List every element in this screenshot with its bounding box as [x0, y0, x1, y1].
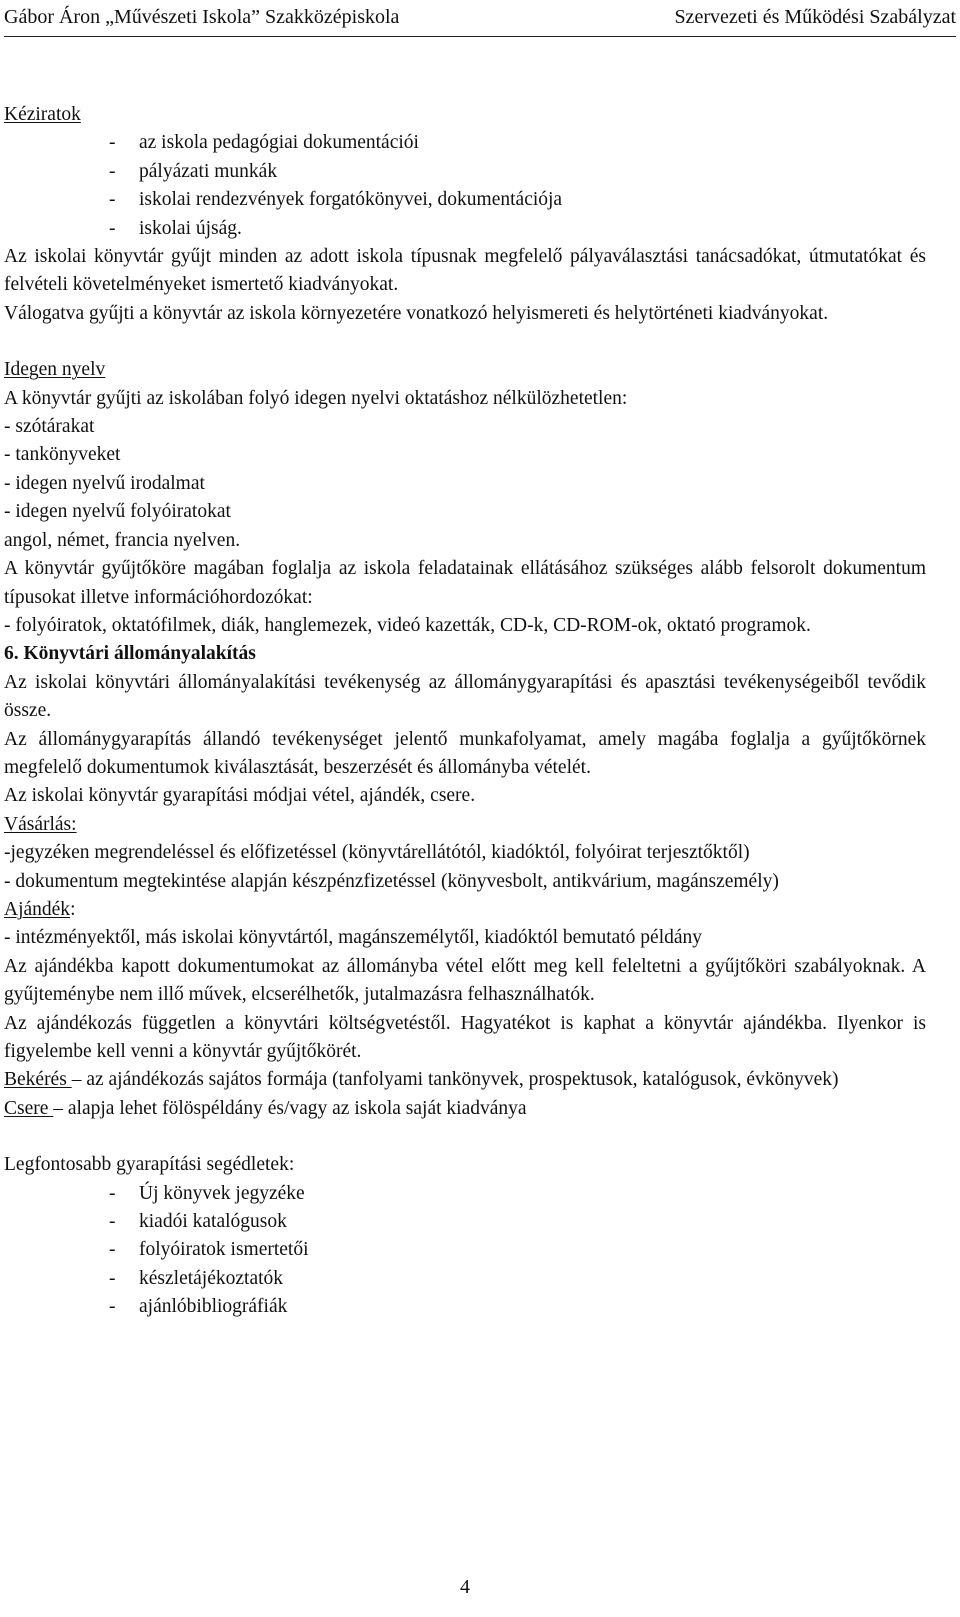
- paragraph-csere: [4, 1095, 926, 1123]
- dash-marker: -: [109, 189, 116, 211]
- list-item-text: folyóiratok ismertetői: [139, 1239, 309, 1261]
- header-school-name: Gábor Áron „Művészeti Iskola” Szakközépiskola: [4, 6, 400, 28]
- bekeres-title: Bekérés: [4, 1069, 72, 1091]
- paragraph: Az iskolai könyvtár gyarapítási módjai vétel, ajándék, csere.: [4, 785, 476, 807]
- list-item: [109, 1293, 926, 1321]
- paragraph: A könyvtár gyűjti az iskolában folyó idegen nyelvi oktatáshoz nélkülözhetetlen:: [4, 387, 628, 409]
- csere-title: Csere: [4, 1097, 54, 1119]
- paragraph: - dokumentum megtekintése alapján készpénzfizetéssel (könyvesbolt, antikvárium, magánszemély): [4, 870, 779, 892]
- paragraph: Az ajándékba kapott dokumentumokat az állományba vétel előtt meg kell feleltetni a gyűjtőköri szabályoknak. A gyűjteménybe nem illő művek, elcserélhetők, jutalmazásra felhasználhatók.: [4, 955, 926, 1006]
- paragraph: Az ajándékozás független a könyvtári költségvetéstől. Hagyatékot is kaphat a könyvtár ajándékba. Ilyenkor is figyelembe kell venni a könyvtár gyűjtőkörét.: [4, 1012, 926, 1062]
- list-item: [109, 1236, 926, 1264]
- page-number: 4: [460, 1576, 470, 1598]
- subsection-title-ajandek: [4, 896, 926, 924]
- paragraph-text: -jegyzéken megrendeléssel és előfizetéssel (könyvtárellátótól, kiadóktól, folyóirat terjesztőktől): [4, 842, 750, 864]
- dash-marker: -: [109, 1182, 116, 1204]
- list-item-text: iskolai újság.: [139, 217, 242, 239]
- list-item: - idegen nyelvű folyóiratokat: [4, 501, 231, 523]
- dash-marker: -: [109, 1211, 116, 1233]
- page-header: [4, 2, 956, 37]
- dash-marker: -: [109, 132, 116, 154]
- dash-marker: -: [109, 1296, 116, 1318]
- paragraph: Az iskolai könyvtár gyűjt minden az adott iskola típusnak megfelelő pályaválasztási tanácsadókat, útmutatókat és felvételi követelményeket ismertető kiadványokat.: [4, 246, 926, 296]
- keziratok-list: [4, 129, 926, 243]
- csere-text: – alapja lehet fölöspéldány és/vagy az iskola saját kiadványa: [53, 1097, 527, 1119]
- spacer: [4, 1123, 926, 1151]
- list-item: [109, 215, 926, 243]
- list-item: - szótárakat: [4, 416, 95, 438]
- list-item-text: Új könyvek jegyzéke: [139, 1182, 305, 1204]
- subsection-title-vasarlas: Vásárlás:: [4, 813, 77, 835]
- list-item: - tankönyveket: [4, 444, 121, 466]
- segedletek-list: [4, 1180, 926, 1322]
- section-title-idegen-nyelv: Idegen nyelv: [4, 359, 106, 381]
- list-item: [109, 1265, 926, 1293]
- list-item: angol, német, francia nyelven.: [4, 529, 241, 551]
- segedletek-title: Legfontosabb gyarapítási segédletek:: [4, 1154, 295, 1176]
- paragraph: Az iskolai könyvtári állományalakítási tevékenység az állománygyarapítási és apasztási tevékenységeiből tevődik össze.: [4, 671, 926, 722]
- ajandek-title-text: Ajándék: [4, 898, 71, 920]
- list-item: [109, 1208, 926, 1236]
- paragraph: Válogatva gyűjti a könyvtár az iskola környezetére vonatkozó helyismereti és helytörténeti kiadványokat.: [4, 302, 829, 324]
- spacer: [4, 328, 926, 356]
- list-item: [109, 186, 926, 214]
- ajandek-title-colon: :: [70, 898, 76, 920]
- paragraph-bekeres: [4, 1066, 926, 1094]
- list-item-text: ajánlóbibliográfiák: [139, 1296, 288, 1318]
- paragraph: Az állománygyarapítás állandó tevékenységet jelentő munkafolyamat, amely magába foglalja a gyűjtőkörnek megfelelő dokumentumok kiválasztását, beszerzését és állományba vételét.: [4, 728, 926, 778]
- list-item: [109, 129, 926, 157]
- paragraph: A könyvtár gyűjtőköre magában foglalja az iskola feladatainak ellátásához szükséges alább felsorolt dokumentum típusokat illetve információhordozókat:: [4, 558, 926, 608]
- list-item-text: kiadói katalógusok: [139, 1211, 287, 1233]
- paragraph: - folyóiratok, oktatófilmek, diák, hanglemezek, videó kazetták, CD-k, CD-ROM-ok, oktató programok.: [4, 614, 811, 636]
- list-item: - idegen nyelvű irodalmat: [4, 472, 205, 494]
- section-heading-6: 6. Könyvtári állományalakítás: [4, 643, 256, 665]
- list-item-text: iskolai rendezvények forgatókönyvei, dokumentációja: [139, 189, 563, 211]
- list-item: [109, 1180, 926, 1208]
- section-title-keziratok: Kéziratok: [4, 104, 81, 125]
- paragraph: [4, 839, 926, 867]
- dash-marker: -: [109, 1267, 116, 1289]
- list-item-text: az iskola pedagógiai dokumentációi: [139, 132, 419, 154]
- bekeres-text: – az ajándékozás sajátos formája (tanfolyami tankönyvek, prospektusok, katalógusok, évkönyvek): [71, 1069, 839, 1091]
- dash-marker: -: [109, 217, 116, 239]
- list-item-text: készletájékoztatók: [139, 1267, 284, 1289]
- document-body: [4, 101, 926, 1322]
- header-document-title: Szervezeti és Működési Szabályzat: [674, 6, 956, 28]
- dash-marker: -: [109, 160, 116, 182]
- list-item: [109, 158, 926, 186]
- list-item-text: pályázati munkák: [139, 160, 278, 182]
- dash-marker: -: [109, 1239, 116, 1261]
- paragraph: - intézményektől, más iskolai könyvtártól, magánszemélytől, kiadóktól bemutató példány: [4, 927, 703, 949]
